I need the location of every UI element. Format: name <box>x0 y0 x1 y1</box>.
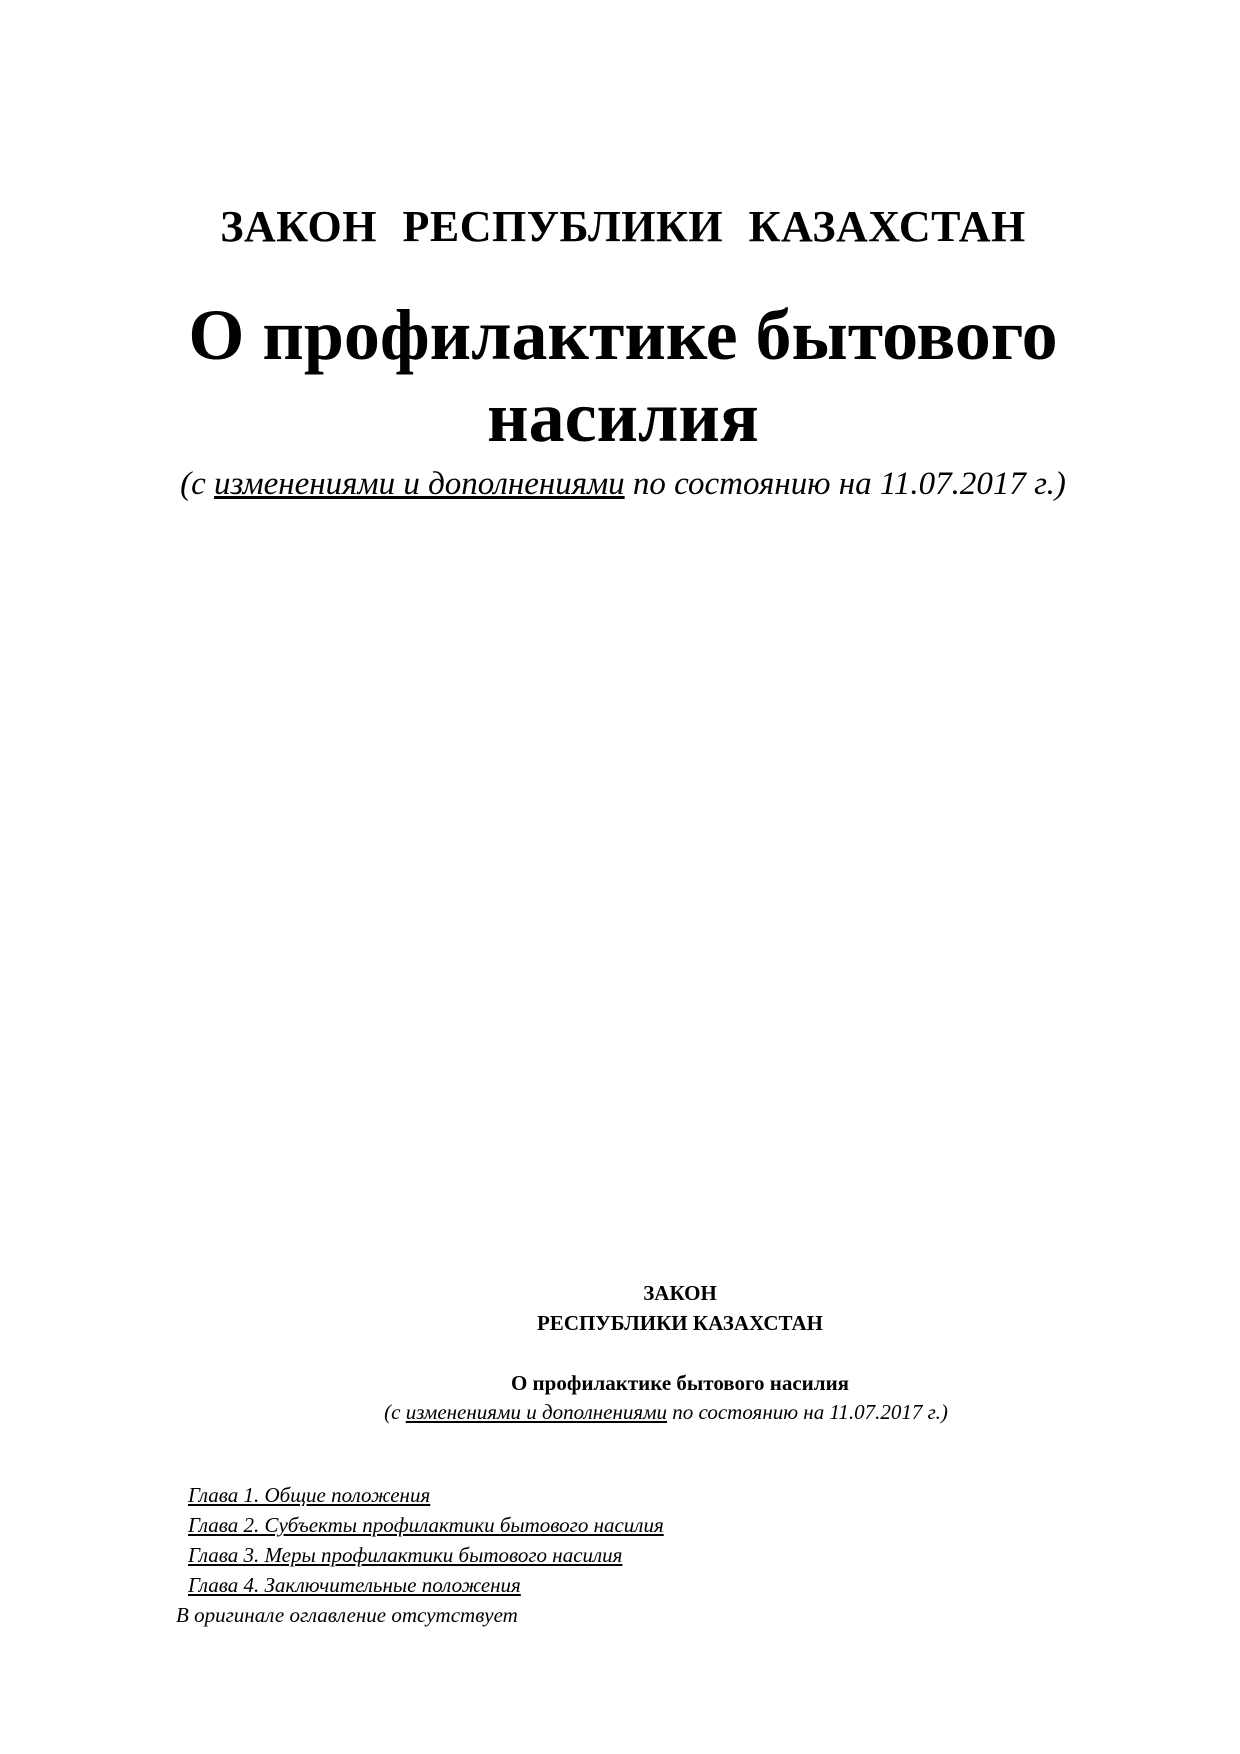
cover-act-title-line1: О профилактике бытового <box>188 295 1058 375</box>
toc-link-chapter-3[interactable]: Глава 3. Меры профилактики бытового насилия <box>188 1543 623 1567</box>
inner-amendment-note <box>0 1398 1240 1426</box>
inner-heading-block <box>0 1278 1240 1426</box>
toc-link-chapter-1[interactable]: Глава 1. Общие положения <box>188 1483 431 1507</box>
cover-act-title-line2: насилия <box>487 377 759 457</box>
cover-amend-suffix: по состоянию на 11.07.2017 г.) <box>624 466 1066 502</box>
cover-law-title: ЗАКОН РЕСПУБЛИКИ КАЗАХСТАН <box>220 202 1026 251</box>
inner-law-line1: ЗАКОН <box>643 1281 717 1305</box>
toc-link-chapter-4[interactable]: Глава 4. Заключительные положения <box>188 1573 521 1597</box>
cover-amendments-link[interactable]: изменениями и дополнениями <box>214 466 625 502</box>
cover-amendment-note <box>0 462 1240 506</box>
cover-act-title <box>0 294 1240 458</box>
inner-amend-prefix: (с <box>384 1400 406 1424</box>
inner-law-line2: РЕСПУБЛИКИ КАЗАХСТАН <box>536 1311 823 1335</box>
toc-absence-note: В оригинале оглавление отсутствует <box>176 1603 518 1627</box>
toc-link-chapter-2[interactable]: Глава 2. Субъекты профилактики бытового насилия <box>188 1513 664 1537</box>
inner-amendments-link[interactable]: изменениями и дополнениями <box>405 1400 668 1424</box>
inner-act-title: О профилактике бытового насилия <box>510 1371 850 1395</box>
cover-amend-prefix: (с <box>180 466 215 502</box>
inner-amend-suffix: по состоянию на 11.07.2017 г.) <box>667 1400 948 1424</box>
table-of-contents <box>188 1480 664 1600</box>
